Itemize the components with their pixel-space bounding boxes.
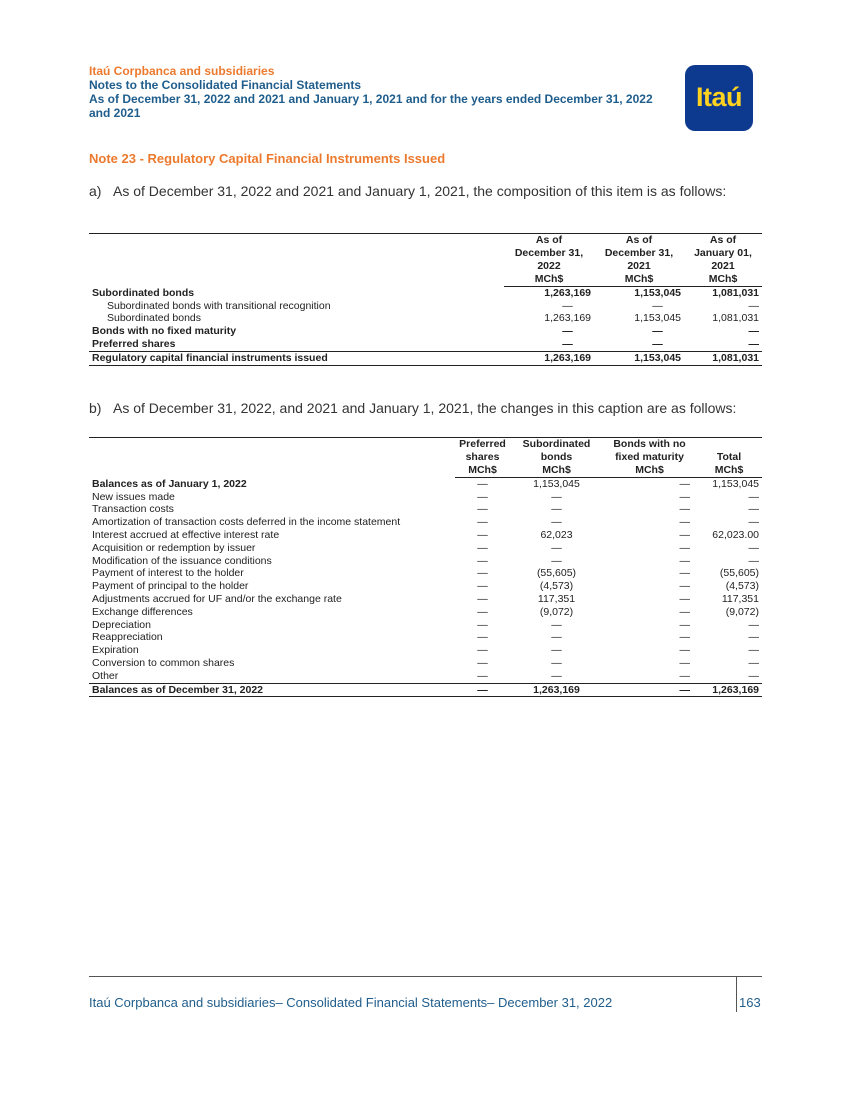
composition-table xyxy=(89,233,762,366)
table-header-row xyxy=(89,438,762,465)
row-value: — xyxy=(679,490,690,503)
row-value: — xyxy=(679,644,690,657)
row-value: 117,351 xyxy=(721,592,759,605)
row-value: — xyxy=(679,592,690,605)
row-value: — xyxy=(748,503,759,516)
row-value: — xyxy=(477,490,488,503)
table-row xyxy=(89,542,762,555)
table-header-row xyxy=(89,234,762,274)
row-value: — xyxy=(477,567,488,580)
changes-rows xyxy=(89,491,762,683)
row-label: Conversion to common shares xyxy=(92,656,235,669)
logo-text: Itaú xyxy=(695,82,742,112)
table-row xyxy=(89,491,762,504)
section-a-text: As of December 31, 2022 and 2021 and January 1, 2021, the composition of this item is as follows: xyxy=(113,183,727,199)
row-value: — xyxy=(477,592,488,605)
row-label: Payment of interest to the holder xyxy=(92,567,244,580)
row-label: Adjustments accrued for UF and/or the exchange rate xyxy=(92,592,342,605)
section-b-text: As of December 31, 2022, and 2021 and January 1, 2021, the changes in this caption are as follows: xyxy=(113,400,737,416)
row-value: — xyxy=(679,503,690,516)
col-header-no-fixed-maturity: Bonds with no fixed maturity xyxy=(603,438,696,465)
row-value: (55,605) xyxy=(719,567,759,580)
row-value: — xyxy=(551,669,562,682)
section-b-intro xyxy=(89,400,736,416)
row-value: — xyxy=(748,618,759,631)
row-value: — xyxy=(679,528,690,541)
unit-row: MCh$ MCh$ MCh$ MCh$ xyxy=(89,464,762,477)
table-row xyxy=(89,516,762,529)
note-title: Note 23 - Regulatory Capital Financial Instruments Issued xyxy=(89,151,446,166)
table-row xyxy=(89,670,762,683)
row-value: — xyxy=(551,554,562,567)
row-value: — xyxy=(477,644,488,657)
table-row xyxy=(89,631,762,644)
page-number: 163 xyxy=(739,995,761,1010)
table-row: Preferred shares — — — xyxy=(92,337,759,350)
row-label: Interest accrued at effective interest rate xyxy=(92,528,280,541)
row-value: — xyxy=(477,516,488,529)
section-b-label: b) xyxy=(89,400,102,416)
row-label: Acquisition or redemption by issuer xyxy=(92,541,256,554)
header-subtitle-3: and 2021 xyxy=(89,106,141,120)
table-row xyxy=(89,619,762,632)
row-label: Other xyxy=(92,669,119,682)
table-row xyxy=(89,529,762,542)
table-row xyxy=(89,657,762,670)
col-header-subordinated-bonds: Subordinated bonds xyxy=(510,438,603,465)
row-value: (4,573) xyxy=(725,580,759,593)
table-row: Subordinated bonds 1,263,169 1,153,045 1,081,031 xyxy=(107,312,759,325)
col-header-total: Total xyxy=(696,438,762,465)
row-label: Modification of the issuance conditions xyxy=(92,554,272,567)
row-value: — xyxy=(679,656,690,669)
row-value: — xyxy=(477,541,488,554)
row-value: — xyxy=(679,554,690,567)
footer-separator xyxy=(736,976,737,1012)
col-header-dec-2021: As of December 31, 2021 xyxy=(594,234,684,274)
row-label: Payment of principal to the holder xyxy=(92,580,249,593)
table-row xyxy=(89,580,762,593)
row-value: — xyxy=(679,669,690,682)
row-value: (55,605) xyxy=(536,567,577,580)
row-label: Reappreciation xyxy=(92,631,163,644)
table-row xyxy=(89,644,762,657)
table-row xyxy=(89,593,762,606)
unit-row: MCh$ MCh$ MCh$ xyxy=(89,273,762,286)
row-value: — xyxy=(679,605,690,618)
row-value: — xyxy=(551,644,562,657)
row-label: Exchange differences xyxy=(92,605,193,618)
row-value: — xyxy=(748,644,759,657)
row-value: — xyxy=(679,631,690,644)
row-value: — xyxy=(477,503,488,516)
row-value: — xyxy=(477,580,488,593)
row-value: — xyxy=(679,516,690,529)
row-value: — xyxy=(551,631,562,644)
row-value: — xyxy=(679,541,690,554)
row-value: (4,573) xyxy=(539,580,574,593)
row-label: New issues made xyxy=(92,490,175,503)
row-value: — xyxy=(551,541,562,554)
row-value: — xyxy=(748,554,759,567)
header-subtitle-1: Notes to the Consolidated Financial Statements xyxy=(89,78,362,92)
document-header xyxy=(89,64,689,120)
row-value: — xyxy=(551,516,562,529)
table-row xyxy=(89,503,762,516)
section-a-label: a) xyxy=(89,183,102,199)
footer-divider xyxy=(89,976,762,977)
row-value: 62,023 xyxy=(540,528,573,541)
col-header-dec-2022: As of December 31, 2022 xyxy=(504,234,594,274)
row-value: (9,072) xyxy=(539,605,574,618)
header-subtitle-2: As of December 31, 2022 and 2021 and January 1, 2021 and for the years ended December 31, 2022 xyxy=(89,92,653,106)
row-value: — xyxy=(477,631,488,644)
row-value: 62,023.00 xyxy=(712,528,759,541)
row-value: 117,351 xyxy=(537,592,576,605)
row-value: — xyxy=(748,631,759,644)
row-label: Depreciation xyxy=(92,618,151,631)
row-value: — xyxy=(477,554,488,567)
table-row xyxy=(89,555,762,568)
table-row: Subordinated bonds 1,263,169 1,153,045 1,081,031 xyxy=(92,286,759,299)
section-a-intro xyxy=(89,183,726,199)
row-value: — xyxy=(748,656,759,669)
row-value: — xyxy=(551,503,562,516)
company-name: Itaú Corpbanca and subsidiaries xyxy=(89,64,275,78)
row-label: Amortization of transaction costs deferred in the income statement xyxy=(92,516,401,529)
row-value: — xyxy=(748,516,759,529)
row-value: — xyxy=(748,541,759,554)
row-value: — xyxy=(477,656,488,669)
row-value: (9,072) xyxy=(725,605,759,618)
closing-balance-row: Balances as of December 31, 2022 — 1,263,169 — 1,263,169 xyxy=(89,683,762,697)
col-header-jan-2021: As of January 01, 2021 xyxy=(684,234,762,274)
table-row xyxy=(89,567,762,580)
row-value: — xyxy=(748,669,759,682)
row-value: — xyxy=(551,618,562,631)
row-value: — xyxy=(748,490,759,503)
row-label: Transaction costs xyxy=(92,503,174,516)
opening-balance-row: Balances as of January 1, 2022 — 1,153,045 — 1,153,045 xyxy=(92,477,759,490)
changes-table xyxy=(89,437,762,697)
total-row: Regulatory capital financial instruments issued 1,263,169 1,153,045 1,081,031 xyxy=(89,351,762,365)
row-value: — xyxy=(679,567,690,580)
col-header-preferred-shares: Preferred shares xyxy=(455,438,510,465)
row-value: — xyxy=(679,618,690,631)
row-value: — xyxy=(477,618,488,631)
row-value: — xyxy=(551,656,562,669)
footer-text: Itaú Corpbanca and subsidiaries– Consolidated Financial Statements– December 31, 2022 xyxy=(89,995,613,1010)
row-value: — xyxy=(477,605,488,618)
row-value: — xyxy=(477,528,488,541)
table-row: Bonds with no fixed maturity — — — xyxy=(92,325,759,338)
itau-logo xyxy=(685,65,753,131)
row-label: Expiration xyxy=(92,644,139,657)
row-value: — xyxy=(477,669,488,682)
row-value: — xyxy=(679,580,690,593)
table-row: Subordinated bonds with transitional recognition — — — xyxy=(107,299,759,312)
table-row xyxy=(89,606,762,619)
row-value: — xyxy=(551,490,562,503)
